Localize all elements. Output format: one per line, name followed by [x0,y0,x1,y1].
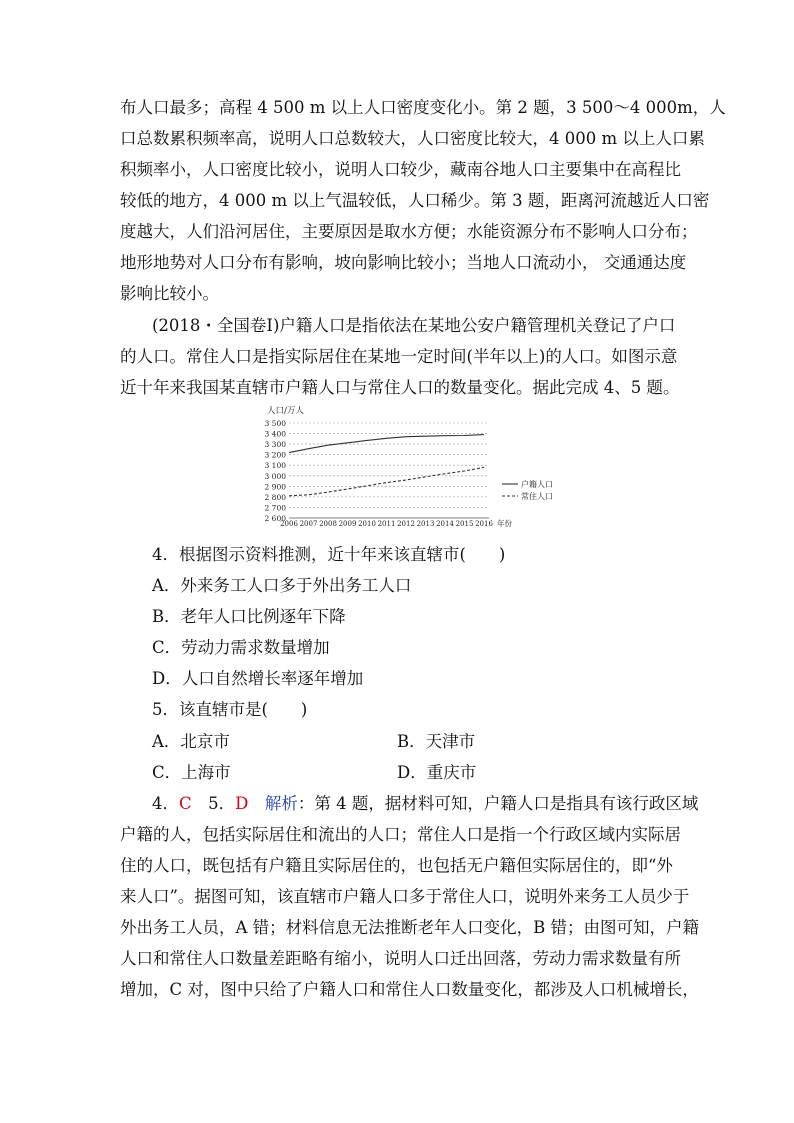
q4-option-b: B．老年人口比例逐年下降 [152,607,346,626]
answer-line-6: 人口和常住人口数量差距略有缩小，说明人口迁出回落，劳动力需求数量有所 [120,949,681,968]
para1-line-6: 地形地势对人口分布有影响，坡向影响比较小；当地人口流动小， 交通通达度 [120,253,687,272]
q5-stem: 5．该直辖市是( ) [152,700,308,719]
answer-line-1 [152,794,698,814]
answer-5-number: 5． [191,794,236,813]
q5-option-d: D．重庆市 [397,763,477,782]
para1-line-4: 较低的地方，4 000 m 以上气温较低，人口稀少。第 3 题，距离河流越近人口密 [120,191,710,210]
chart-ylabel: 人口/万人 [267,406,304,416]
series-line-1 [289,435,484,453]
y-tick-label: 2 600 [264,514,286,523]
x-axis-label: 年份 [497,519,512,528]
q4-option-a: A．外来务工人口多于外出务工人口 [152,576,412,595]
answer-4-number: 4． [152,794,179,813]
x-tick-label: 2014 [436,520,454,528]
q5-option-b: B．天津市 [397,732,476,751]
answer-line-2: 户籍的人，包括实际居住和流出的人口；常住人口是指一个行政区域内实际居 [120,825,681,844]
q4-option-d: D．人口自然增长率逐年增加 [152,669,364,688]
y-tick-label: 2 700 [264,503,286,513]
para1-line-5: 度越大，人们沿河居住，主要原因是取水方便；水能资源分布不影响人口分布； [120,222,698,241]
x-tick-label: 2008 [319,520,337,528]
para1-line-1: 布人口最多；高程 4 500 m 以上人口密度变化小。第 2 题，3 500～4 000m，人 [120,98,726,117]
x-tick-label: 2009 [338,520,357,528]
answer-line-5: 外出务工人员，A 错；材料信息无法推断老年人口变化，B 错；由图可知，户籍 [120,918,700,937]
q4-option-c: C．劳动力需求数量增加 [152,638,330,657]
x-tick-label: 2011 [377,520,396,528]
x-tick-label: 2016 [475,520,493,528]
x-tick-label: 2006 [280,520,298,528]
y-tick-label: 3 100 [264,461,286,471]
answer-line-3: 住的人口，既包括有户籍且实际居住的，也包括无户籍但实际居住的，即“外 [120,856,673,875]
series-line-2 [289,467,484,496]
y-tick-label: 3 400 [264,429,286,439]
answer-line-7: 增加，C 对，图中只给了户籍人口和常住人口数量变化，都涉及人口机械增长， [120,980,699,999]
y-tick-label: 2 900 [264,482,286,492]
x-tick-label: 2012 [397,520,415,528]
q5-option-c: C．上海市 [152,763,231,782]
population-chart [262,404,562,532]
analysis-tag: 解析 [248,794,298,813]
para2-line-1: (2018・全国卷Ⅰ)户籍人口是指依法在某地公安户籍管理机关登记了户口 [152,316,676,335]
para2-line-2: 的人口。常住人口是指实际居住在某地一定时间(半年以上)的人口。如图示意 [120,347,678,366]
para2-line-3: 近十年来我国某直辖市户籍人口与常住人口的数量变化。据此完成 4、5 题。 [120,378,680,397]
y-tick-label: 3 300 [264,440,286,450]
x-tick-label: 2010 [358,520,376,528]
y-tick-label: 3 200 [264,450,286,460]
answer-5-choice: D [235,794,249,813]
x-tick-label: 2013 [416,520,435,528]
q5-option-a: A．北京市 [152,732,230,751]
legend-label-2: 常住人口 [521,492,553,501]
y-tick-label: 3 000 [264,471,286,481]
q4-stem: 4．根据图示资料推测，近十年来该直辖市( ) [152,545,506,564]
legend-label-1: 户籍人口 [521,480,553,489]
answer-line-4: 来人口”。据图可知，该直辖市户籍人口多于常住人口，说明外来务工人员少于 [120,887,690,906]
analysis-text: ：第 4 题，据材料可知，户籍人口是指具有该行政区域 [297,794,699,813]
y-tick-label: 3 500 [264,419,286,428]
y-tick-label: 2 800 [264,492,286,502]
answer-4-choice: C [179,794,192,813]
para1-line-3: 积频率小，人口密度比较小，说明人口较少，藏南谷地人口主要集中在高程比 [120,160,681,179]
para1-line-2: 口总数累积频率高，说明人口总数较大，人口密度比较大，4 000 m 以上人口累 [120,129,705,148]
x-tick-label: 2015 [455,520,474,528]
para1-line-7: 影响比较小。 [120,284,219,303]
x-tick-label: 2007 [299,520,318,528]
